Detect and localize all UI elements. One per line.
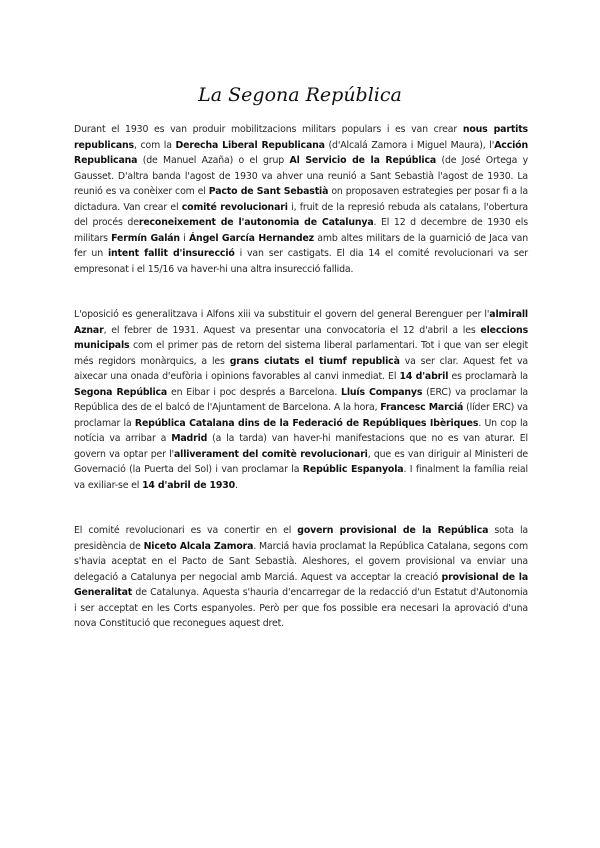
bold-term: Al Servicio de la República <box>289 155 437 166</box>
text-run: . <box>235 479 238 491</box>
bold-term: provisional de la Generalitat <box>74 571 528 598</box>
bold-term: intent fallit d'insurecció <box>107 248 235 259</box>
text-run: (líder ERC) va proclamar la <box>74 402 528 429</box>
text-run: Durant el 1930 es van produir mobilitzacions militars populars i es van crear <box>74 124 463 135</box>
paragraph-1 <box>74 122 528 277</box>
paragraph-2 <box>74 307 528 493</box>
text-run: . I finalment la família reial va exiliar-se el <box>74 464 528 491</box>
bold-term: 14 d'abril <box>399 371 449 382</box>
text-run: de Catalunya. Aquesta s'hauria d'encarregar de la redacció d'un Estatut d'Autonomia i ser acceptat en les Corts espanyoles. Però per que fos possible era necesari la aprovació d'una nova Constitució que reconegues aquest dret. <box>74 587 528 629</box>
text-run: . Marciá havia proclamat la República Catalana, segons com s'havia aceptat en el Pacto de Sant Sebastià. Aleshores, el govern provisional va enviar una delegació a Catalunya per negocial amb Marciá. Aquest va acceptar la creació <box>74 540 528 583</box>
text-run: , que es van diriguir al Ministeri de Governació (la Puerta del Sol) i van proclamar la <box>74 448 529 475</box>
text-run: va ser clar. Aquest fet va aixecar una onada d'eufòria i opinions favorables al canvi inmediat. El <box>74 355 528 382</box>
text-run: (d'Alcalá Zamora i Miguel Maura), l' <box>324 139 495 151</box>
bold-term: Segona República <box>74 386 168 398</box>
bold-term: Lluís Companys <box>341 386 423 398</box>
text-run: i van ser castigats. El dia 14 el comité revolucionari va ser empresonat i el 15/16 va haver-hi una altra insurecció fallida. <box>74 248 528 275</box>
text-run: , com la <box>134 139 176 151</box>
bold-term: alliverament del comitè revolucionari <box>173 448 368 460</box>
bold-term: Madrid <box>171 433 208 444</box>
text-run: i <box>179 232 189 244</box>
bold-term: República Catalana dins de la Federació de Repúbliques Ibèriques <box>134 417 479 429</box>
paragraph-3 <box>74 523 528 632</box>
bold-term: govern provisional de la República <box>297 525 489 536</box>
bold-term: comité revolucionari <box>181 201 288 213</box>
text-run: on proposaven estrategies per posar fi a la dictadura. Van crear el <box>74 186 528 213</box>
text-run: . El 12 d decembre de 1930 els militars <box>74 217 528 244</box>
bold-term: Pacto de Sant Sebastià <box>208 186 329 197</box>
bold-term: Ángel García Hernandez <box>188 232 314 244</box>
bold-term: Francesc Marciá <box>380 402 464 413</box>
bold-term: Repúblic Espanyola <box>302 464 404 475</box>
bold-term: Acción Republicana <box>74 139 528 166</box>
text-run: i, fruit de la represió rebuda als catalans, l'obertura del procés de <box>74 201 529 228</box>
text-run: (de José Ortega y Gausset. D'altra banda l'agost de 1930 va ahver una reunió a Sant Sebastià l'agost de 1930. La reunió es va conèixer com el <box>74 155 528 197</box>
text-run: (de Manuel Azaña) o el grup <box>137 155 290 166</box>
text-run: . Un cop la notícia va arribar a <box>74 417 528 444</box>
bold-term: eleccions municipals <box>74 324 528 351</box>
bold-term: almirall Aznar <box>74 309 528 336</box>
bold-term: Niceto Alcala Zamora <box>143 540 254 552</box>
bold-term: nous partits republicans <box>74 124 528 151</box>
text-run: com el primer pas de retorn del sistema liberal parlamentari. Tot i que van ser elegit més regidors monàrquics, a les <box>74 340 528 367</box>
page-title: La Segona República <box>198 84 402 106</box>
bold-term: Fermín Galán <box>111 232 180 244</box>
bold-term: grans ciutats el tiumf republicà <box>229 355 400 367</box>
text-run: El comité revolucionari es va conertir en el <box>74 525 298 536</box>
text-run: es proclamarà la <box>448 371 528 382</box>
bold-term: reconeixement de l'autonomia de Catalunya <box>138 217 374 228</box>
bold-term: 14 d'abril de 1930 <box>142 479 236 491</box>
text-run: amb altes militars de la guarnició de Jaca van fer un <box>74 232 528 259</box>
text-run: sota la presidència de <box>74 525 528 552</box>
text-run: (a la tarda) van haver-hi manifestacions que no es van aturar. El govern va optar per l' <box>74 433 528 460</box>
text-run: L'oposició es generalitzava i Alfons xiii va substituir el govern del general Berenguer per l' <box>74 309 490 320</box>
bold-term: Derecha Liberal Republicana <box>175 139 325 151</box>
text-run: en Eibar i poc després a Barcelona. <box>167 386 342 398</box>
text-run: , el febrer de 1931. Aquest va presentar una convocatoria el 12 d'abril a les <box>103 324 481 336</box>
text-run: (ERC) va proclamar la República des de el balcó de l'Ajuntament de Barcelona. A la hora, <box>74 386 528 413</box>
